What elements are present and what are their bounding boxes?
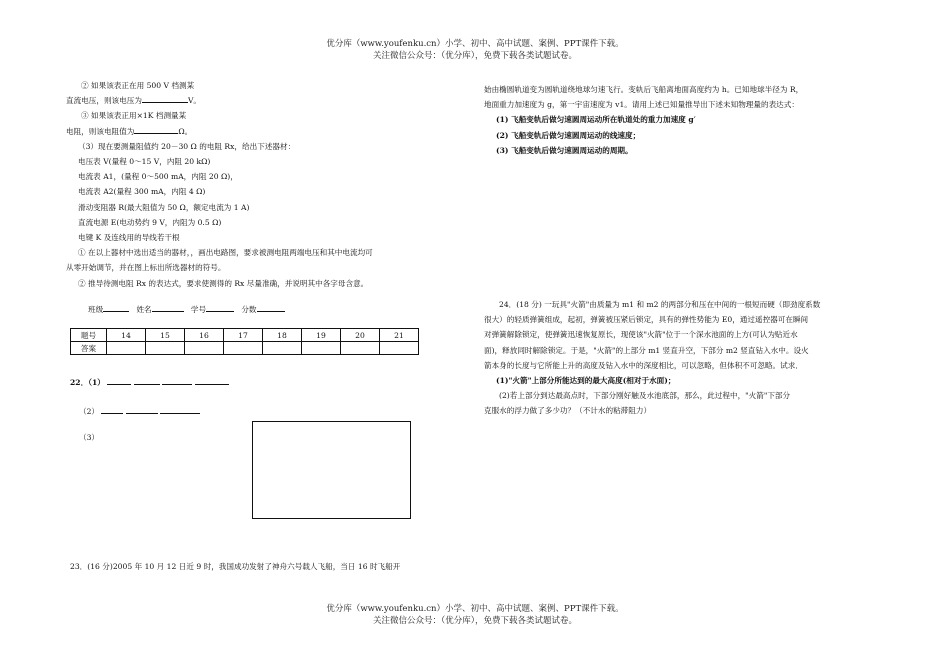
row-label-question: 题号 [71,329,107,342]
question-number-row [71,329,419,342]
q23-subquestion-2: (2) 飞船变轨后做匀速圆周运动的线速度； [496,130,641,140]
question-number: 14 [107,329,146,342]
requirement-1-line1: ① 在以上器材中选出适当的器材，，画出电路图，要求被测电阻两端电压和其中电流均可 [78,248,373,258]
q23-intro: 23．(16 分)2005 年 10 月 12 日近 9 时，我国成功发射了神舟六号载人飞船，当日 16 时飞船开 [70,562,401,571]
answer-cell[interactable] [185,342,224,355]
q21-part3-line2: 电阻，则该电阻值为 Ω。 [66,124,426,139]
q23-subquestion-3: (3) 飞船变轨后做匀速圆周运动的周期。 [496,145,633,155]
q24-subquestion-2-line2: 克服水的浮力做了多少功？（不计水的粘滞阻力） [484,406,652,416]
q22-part2: （2） [79,404,200,418]
q23-continuation-line1: 始由椭圆轨道变为圆轨道绕地球匀速飞行。变轨后飞船离地面高度约为 h。已知地球半径为 R， [484,85,804,94]
q22-blank-1[interactable] [107,375,131,385]
q21-part2-line1: ② 如果该表正在用 500 V 档测某 [81,81,195,90]
q23-continuation-line2: 地面重力加速度为 g，第一宇宙速度为 v1。请用上述已知量推导出下述未知物理量的表达式： [484,100,799,110]
q24-block [484,297,834,419]
question-number: 21 [380,329,419,342]
equipment-power-supply: 直流电源 E(电动势约 9 V，内阻为 0.5 Ω) [78,217,222,227]
resistance-answer-blank[interactable] [134,124,178,134]
q24-line-2: 很大）的轻质弹簧组成，起初，弹簧被压紧后锁定，具有的弹性势能为 E0，通过遥控器可在瞬间 [484,315,809,325]
q24-line-1: 24．(18 分) 一玩具"火箭"由质量为 m1 和 m2 的两部分和压在中间的一根短而硬（即劲度系数 [499,300,821,309]
page-footer [0,603,950,627]
header-line-2: 关注微信公众号：（优分库），免费下载各类试题试卷。 [372,51,577,61]
answer-cell[interactable] [380,342,419,355]
right-column [484,82,824,158]
equipment-ammeter-a1: 电流表 A1，(量程 0～500 mA，内阻 20 Ω)， [78,172,238,182]
student-id-field[interactable] [206,302,234,312]
q21-part2-line2: 直流电压，则该电压为 V。 [66,93,426,108]
q22-blank-4[interactable] [195,375,229,385]
equipment-voltmeter: 电压表 V(量程 0～15 V，内阻 20 kΩ) [78,157,211,167]
q24-subquestion-2-line1: (2)若上部分到达最高点时，下部分刚好触及水池底部，那么，此过程中，"火箭"下部分 [499,391,791,401]
answer-cell[interactable] [107,342,146,355]
q24-line-5: 箭本身的长度与它所能上升的高度及钻入水中的深度相比，可以忽略，但体积不可忽略。试求． [484,360,803,370]
page-header [0,38,950,62]
question-number: 17 [224,329,263,342]
q22-blank-3[interactable] [162,375,192,385]
q22-blank-6[interactable] [126,404,158,414]
equipment-switch: 电键 K 及连线用的导线若干根 [78,233,180,243]
class-field[interactable] [103,302,129,312]
voltage-answer-blank[interactable] [142,93,188,103]
answer-row [71,342,419,355]
answer-cell[interactable] [302,342,341,355]
requirement-2: ② 推导待测电阻 Rx 的表达式，要求使测得的 Rx 尽量准确，并说明其中各字母含意。 [78,278,369,288]
question-number: 16 [185,329,224,342]
name-field[interactable] [152,302,184,312]
circuit-drawing-box[interactable] [252,421,411,519]
q24-subquestion-1: (1)"火箭"上部分所能达到的最大高度(相对于水面)； [496,376,676,386]
q22-blank-5[interactable] [101,404,123,414]
q21-part3-intro: （3）现在要测量阻值约 20－30 Ω 的电阻 Rx，给出下述器材： [78,141,296,151]
q21-part3-line1: ③ 如果该表正用×1K 档测量某 [81,111,187,121]
q22-part1: 22．（1） [70,375,229,389]
q22-blank-2[interactable] [134,375,160,385]
score-field[interactable] [257,302,285,312]
requirement-1-line2: 从零开始调节，并在图上标出所选器材的符号。 [66,263,226,273]
q24-line-4: 面)，释放同时解除锁定。于是，"火箭"的上部分 m1 竖直升空，下部分 m2 竖直钻入水中。设火 [484,345,809,355]
answer-cell[interactable] [146,342,185,355]
equipment-rheostat: 滑动变阻器 R(最大阻值为 50 Ω，额定电流为 1 A) [78,202,250,212]
q23-subquestion-1: (1) 飞船变轨后做匀速圆周运动所在轨道处的重力加速度 g′ [496,115,696,125]
footer-line-1: 优分库（www.youfenku.cn）小学、初中、高中试题、案例、PPT课件下载。 [326,604,624,614]
question-number: 20 [341,329,380,342]
q24-line-3: 对弹簧解除锁定，使弹簧迅速恢复原长，现使该"火箭"位于一个深水池面的上方(可认为贴近水 [484,330,798,340]
student-info-line: 班级 姓名 学号 分数 [88,302,285,316]
answer-cell[interactable] [341,342,380,355]
equipment-ammeter-a2: 电流表 A2(量程 300 mA，内阻 4 Ω) [78,187,206,197]
question-number: 15 [146,329,185,342]
answer-table [70,328,419,355]
footer-line-2: 关注微信公众号：（优分库），免费下载各类试题试卷。 [372,616,577,626]
left-column [66,78,426,291]
answer-cell[interactable] [224,342,263,355]
q22-blank-7[interactable] [160,404,200,414]
question-number: 18 [263,329,302,342]
row-label-answer: 答案 [71,342,107,355]
q22-part3: （3） [79,433,100,442]
header-line-1: 优分库（www.youfenku.cn）小学、初中、高中试题、案例、PPT课件下载。 [326,39,624,49]
question-number: 19 [302,329,341,342]
answer-cell[interactable] [263,342,302,355]
